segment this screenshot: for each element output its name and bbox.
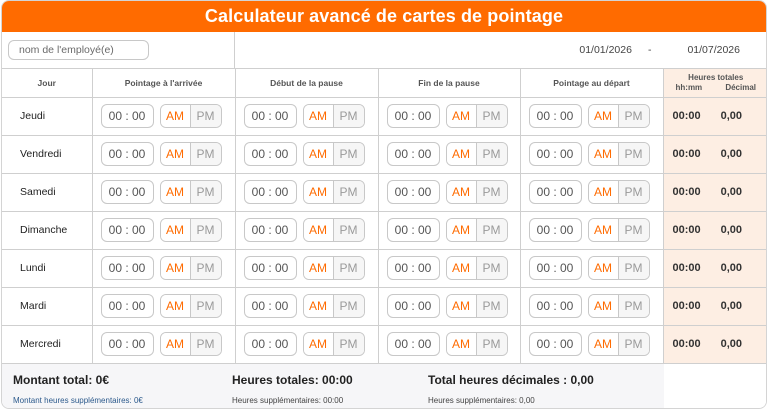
break-start-ampm-toggle xyxy=(303,142,365,166)
pm-button[interactable]: PM xyxy=(334,219,364,241)
row-total-decimal: 0,00 xyxy=(720,300,742,312)
break-end-ampm-toggle xyxy=(446,294,508,318)
break-end-time-input[interactable]: 00 : 00 xyxy=(387,142,440,166)
departure-time-input[interactable]: 00 : 00 xyxy=(529,142,582,166)
am-button[interactable]: AM xyxy=(589,105,619,127)
am-button[interactable]: AM xyxy=(161,181,191,203)
arrival-time-input[interactable]: 00 : 00 xyxy=(101,294,154,318)
break-start-ampm-toggle xyxy=(303,180,365,204)
day-label: Lundi xyxy=(2,249,92,287)
row-total xyxy=(663,211,767,249)
departure-ampm-toggle xyxy=(588,218,650,242)
pm-button[interactable]: PM xyxy=(191,333,221,355)
am-button[interactable]: AM xyxy=(589,257,619,279)
pm-button[interactable]: PM xyxy=(477,257,507,279)
header-day: Jour xyxy=(2,69,92,97)
am-button[interactable]: AM xyxy=(304,257,334,279)
am-button[interactable]: AM xyxy=(589,143,619,165)
pm-button[interactable]: PM xyxy=(334,257,364,279)
departure-time-input[interactable]: 00 : 00 xyxy=(529,294,582,318)
am-button[interactable]: AM xyxy=(161,333,191,355)
arrival-cell xyxy=(92,135,235,173)
arrival-cell xyxy=(92,287,235,325)
break-start-cell xyxy=(235,97,378,135)
break-end-cell xyxy=(378,325,520,363)
row-total-decimal: 0,00 xyxy=(720,338,742,350)
row-total-decimal: 0,00 xyxy=(720,262,742,274)
timesheet-calculator xyxy=(1,0,767,409)
arrival-time-input[interactable]: 00 : 00 xyxy=(101,332,154,356)
day-label: Mercredi xyxy=(2,325,92,363)
pm-button[interactable]: PM xyxy=(619,295,649,317)
arrival-cell xyxy=(92,211,235,249)
timesheet-table xyxy=(2,69,767,364)
total-hours: Heures totales: 00:00 xyxy=(232,372,353,387)
table-row xyxy=(2,211,767,249)
am-button[interactable]: AM xyxy=(589,181,619,203)
table-row xyxy=(2,135,767,173)
break-start-cell xyxy=(235,287,378,325)
header-total xyxy=(663,69,767,97)
pm-button[interactable]: PM xyxy=(477,333,507,355)
pm-button[interactable]: PM xyxy=(619,333,649,355)
pm-button[interactable]: PM xyxy=(477,295,507,317)
break-start-cell xyxy=(235,325,378,363)
break-end-ampm-toggle xyxy=(446,104,508,128)
am-button[interactable]: AM xyxy=(161,219,191,241)
pm-button[interactable]: PM xyxy=(477,219,507,241)
departure-cell xyxy=(520,211,663,249)
pm-button[interactable]: PM xyxy=(191,219,221,241)
pm-button[interactable]: PM xyxy=(619,257,649,279)
break-start-time-input[interactable]: 00 : 00 xyxy=(244,180,297,204)
break-end-cell xyxy=(378,173,520,211)
arrival-ampm-toggle xyxy=(160,218,222,242)
arrival-ampm-toggle xyxy=(160,294,222,318)
break-end-time-input[interactable]: 00 : 00 xyxy=(387,256,440,280)
row-total-hhmm: 00:00 xyxy=(672,338,701,350)
row-total-hhmm: 00:00 xyxy=(672,300,701,312)
pm-button[interactable]: PM xyxy=(619,181,649,203)
pm-button[interactable]: PM xyxy=(191,295,221,317)
total-amount: Montant total: 0€ xyxy=(13,372,109,387)
break-start-ampm-toggle xyxy=(303,256,365,280)
row-total xyxy=(663,135,767,173)
employee-name-input[interactable] xyxy=(8,40,149,60)
row-total xyxy=(663,287,767,325)
day-label: Vendredi xyxy=(2,135,92,173)
header-break-start: Début de la pause xyxy=(235,69,378,97)
arrival-ampm-toggle xyxy=(160,104,222,128)
am-button[interactable]: AM xyxy=(304,219,334,241)
departure-time-input[interactable]: 00 : 00 xyxy=(529,104,582,128)
break-end-ampm-toggle xyxy=(446,256,508,280)
am-button[interactable]: AM xyxy=(447,219,477,241)
break-end-time-input[interactable]: 00 : 00 xyxy=(387,332,440,356)
departure-time-input[interactable]: 00 : 00 xyxy=(529,180,582,204)
break-start-time-input[interactable]: 00 : 00 xyxy=(244,104,297,128)
table-row xyxy=(2,173,767,211)
am-button[interactable]: AM xyxy=(304,105,334,127)
am-button[interactable]: AM xyxy=(304,181,334,203)
am-button[interactable]: AM xyxy=(447,181,477,203)
summary-amount xyxy=(2,364,232,410)
arrival-time-input[interactable]: 00 : 00 xyxy=(101,142,154,166)
break-end-cell xyxy=(378,211,520,249)
row-total-decimal: 0,00 xyxy=(720,148,742,160)
summary-hours xyxy=(232,364,428,410)
row-total xyxy=(663,97,767,135)
row-total xyxy=(663,325,767,363)
break-start-time-input[interactable]: 00 : 00 xyxy=(244,256,297,280)
pm-button[interactable]: PM xyxy=(619,143,649,165)
pm-button[interactable]: PM xyxy=(334,333,364,355)
pm-button[interactable]: PM xyxy=(191,181,221,203)
break-start-time-input[interactable]: 00 : 00 xyxy=(244,218,297,242)
summary-footer xyxy=(2,364,766,410)
departure-time-input[interactable]: 00 : 00 xyxy=(529,218,582,242)
header-arrival: Pointage à l'arrivée xyxy=(92,69,235,97)
break-start-ampm-toggle xyxy=(303,104,365,128)
departure-cell xyxy=(520,249,663,287)
date-range xyxy=(235,32,766,68)
break-start-cell xyxy=(235,135,378,173)
departure-ampm-toggle xyxy=(588,256,650,280)
header-departure: Pointage au départ xyxy=(520,69,663,97)
break-end-time-input[interactable]: 00 : 00 xyxy=(387,180,440,204)
am-button[interactable]: AM xyxy=(304,333,334,355)
am-button[interactable]: AM xyxy=(447,295,477,317)
arrival-cell xyxy=(92,249,235,287)
am-button[interactable]: AM xyxy=(161,295,191,317)
arrival-ampm-toggle xyxy=(160,332,222,356)
table-header xyxy=(2,69,767,97)
day-label: Jeudi xyxy=(2,97,92,135)
overtime-amount: Montant heures supplémentaires: 0€ xyxy=(13,395,143,405)
end-date[interactable]: 01/07/2026 xyxy=(687,44,740,56)
total-decimal: Total heures décimales : 0,00 xyxy=(428,372,594,387)
header-decimal: Décimal xyxy=(725,83,756,93)
break-end-cell xyxy=(378,249,520,287)
departure-time-input[interactable]: 00 : 00 xyxy=(529,256,582,280)
page-title: Calculateur avancé de cartes de pointage xyxy=(2,1,766,32)
overtime-decimal: Heures supplémentaires: 0,00 xyxy=(428,395,535,405)
departure-cell xyxy=(520,325,663,363)
pm-button[interactable]: PM xyxy=(334,181,364,203)
row-total xyxy=(663,249,767,287)
am-button[interactable]: AM xyxy=(161,105,191,127)
arrival-ampm-toggle xyxy=(160,142,222,166)
day-label: Dimanche xyxy=(2,211,92,249)
am-button[interactable]: AM xyxy=(447,105,477,127)
row-total-hhmm: 00:00 xyxy=(672,110,701,122)
employee-section xyxy=(2,32,235,68)
break-end-time-input[interactable]: 00 : 00 xyxy=(387,294,440,318)
departure-ampm-toggle xyxy=(588,104,650,128)
pm-button[interactable]: PM xyxy=(477,105,507,127)
table-row xyxy=(2,325,767,363)
pm-button[interactable]: PM xyxy=(334,105,364,127)
departure-ampm-toggle xyxy=(588,180,650,204)
row-total-decimal: 0,00 xyxy=(720,110,742,122)
am-button[interactable]: AM xyxy=(447,257,477,279)
break-end-cell xyxy=(378,287,520,325)
date-separator: - xyxy=(647,44,652,56)
am-button[interactable]: AM xyxy=(447,143,477,165)
arrival-time-input[interactable]: 00 : 00 xyxy=(101,218,154,242)
break-end-cell xyxy=(378,97,520,135)
break-end-ampm-toggle xyxy=(446,142,508,166)
row-total-hhmm: 00:00 xyxy=(672,186,701,198)
table-row xyxy=(2,97,767,135)
table-row xyxy=(2,287,767,325)
break-start-cell xyxy=(235,173,378,211)
break-end-ampm-toggle xyxy=(446,180,508,204)
departure-ampm-toggle xyxy=(588,294,650,318)
am-button[interactable]: AM xyxy=(447,333,477,355)
break-start-ampm-toggle xyxy=(303,294,365,318)
break-start-time-input[interactable]: 00 : 00 xyxy=(244,142,297,166)
break-start-cell xyxy=(235,211,378,249)
pm-button[interactable]: PM xyxy=(477,181,507,203)
departure-cell xyxy=(520,173,663,211)
arrival-cell xyxy=(92,173,235,211)
am-button[interactable]: AM xyxy=(589,219,619,241)
day-label: Samedi xyxy=(2,173,92,211)
table-row xyxy=(2,249,767,287)
am-button[interactable]: AM xyxy=(589,295,619,317)
break-start-ampm-toggle xyxy=(303,218,365,242)
break-end-ampm-toggle xyxy=(446,332,508,356)
row-total-decimal: 0,00 xyxy=(720,224,742,236)
departure-cell xyxy=(520,135,663,173)
break-start-time-input[interactable]: 00 : 00 xyxy=(244,332,297,356)
pm-button[interactable]: PM xyxy=(191,105,221,127)
row-total-hhmm: 00:00 xyxy=(672,262,701,274)
departure-cell xyxy=(520,97,663,135)
row-total-decimal: 0,00 xyxy=(720,186,742,198)
pm-button[interactable]: PM xyxy=(191,257,221,279)
break-start-cell xyxy=(235,249,378,287)
break-end-ampm-toggle xyxy=(446,218,508,242)
break-end-time-input[interactable]: 00 : 00 xyxy=(387,104,440,128)
arrival-time-input[interactable]: 00 : 00 xyxy=(101,256,154,280)
header-total-label: Heures totales xyxy=(688,73,744,83)
header-hhmm: hh:mm xyxy=(675,83,703,93)
overtime-hours: Heures supplémentaires: 00:00 xyxy=(232,395,344,405)
row-total-hhmm: 00:00 xyxy=(672,224,701,236)
info-bar xyxy=(2,32,766,69)
row-total xyxy=(663,173,767,211)
pm-button[interactable]: PM xyxy=(619,105,649,127)
am-button[interactable]: AM xyxy=(304,295,334,317)
arrival-time-input[interactable]: 00 : 00 xyxy=(101,104,154,128)
pm-button[interactable]: PM xyxy=(334,295,364,317)
am-button[interactable]: AM xyxy=(161,143,191,165)
start-date[interactable]: 01/01/2026 xyxy=(579,44,632,56)
arrival-ampm-toggle xyxy=(160,256,222,280)
arrival-cell xyxy=(92,97,235,135)
departure-cell xyxy=(520,287,663,325)
summary-blank xyxy=(664,364,766,410)
day-label: Mardi xyxy=(2,287,92,325)
row-total-hhmm: 00:00 xyxy=(672,148,701,160)
break-end-time-input[interactable]: 00 : 00 xyxy=(387,218,440,242)
pm-button[interactable]: PM xyxy=(334,143,364,165)
departure-ampm-toggle xyxy=(588,332,650,356)
arrival-time-input[interactable]: 00 : 00 xyxy=(101,180,154,204)
am-button[interactable]: AM xyxy=(589,333,619,355)
pm-button[interactable]: PM xyxy=(477,143,507,165)
am-button[interactable]: AM xyxy=(161,257,191,279)
summary-decimal xyxy=(428,364,664,410)
pm-button[interactable]: PM xyxy=(191,143,221,165)
break-start-ampm-toggle xyxy=(303,332,365,356)
departure-ampm-toggle xyxy=(588,142,650,166)
arrival-cell xyxy=(92,325,235,363)
arrival-ampm-toggle xyxy=(160,180,222,204)
am-button[interactable]: AM xyxy=(304,143,334,165)
departure-time-input[interactable]: 00 : 00 xyxy=(529,332,582,356)
break-start-time-input[interactable]: 00 : 00 xyxy=(244,294,297,318)
break-end-cell xyxy=(378,135,520,173)
header-break-end: Fin de la pause xyxy=(378,69,520,97)
pm-button[interactable]: PM xyxy=(619,219,649,241)
